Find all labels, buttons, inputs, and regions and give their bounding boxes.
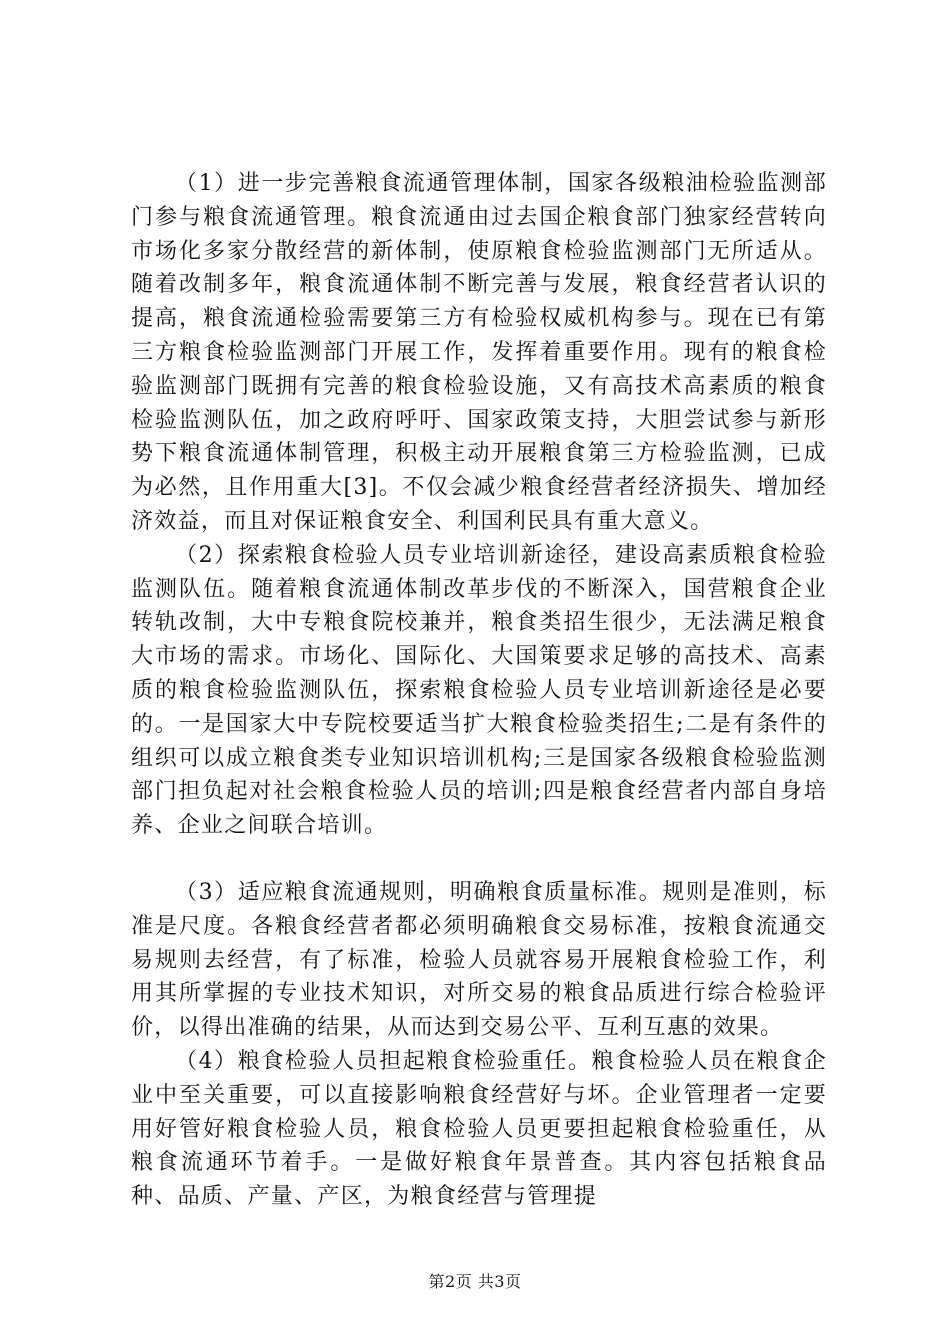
paragraph-2: （2）探索粮食检验人员专业培训新途径，建设高素质粮食检验监测队伍。随着粮食流通体制改革步伐的不断深入，国营粮食企业转轨改制，大中专粮食院校兼并，粮食类招生很少，无法满足粮食大市场的需求。市场化、国际化、大国策要求足够的高技术、高素质的粮食检验监测队伍，探索粮食检验人员专业培训新途径是必要的。一是国家大中专院校要适当扩大粮食检验类招生;二是有条件的组织可以成立粮食类专业知识培训机构;三是国家各级粮食检验监测部门担负起对社会粮食检验人员的培训;四是粮食经营者内部自身培养、企业之间联合培训。 [131, 542, 827, 839]
page-footer: 第2页 共3页 [428, 1272, 522, 1291]
document-body [131, 167, 827, 1214]
paragraph-1: （1）进一步完善粮食流通管理体制，国家各级粮油检验监测部门参与粮食流通管理。粮食流通由过去国企粮食部门独家经营转向市场化多家分散经营的新体制，使原粮食检验监测部门无所适从。随着改制多年，粮食流通体制不断完善与发展，粮食经营者认识的提高，粮食流通检验需要第三方有检验权威机构参与。现在已有第三方粮食检验监测部门开展工作，发挥着重要作用。现有的粮食检验监测部门既拥有完善的粮食检验设施，又有高技术高素质的粮食检验监测队伍，加之政府呼吁、国家政策支持，大胆尝试参与新形势下粮食流通体制管理，积极主动开展粮食第三方检验监测，已成为必然，且作用重大[3]。不仅会减少粮食经营者经济损失、增加经济效益，而且对保证粮食安全、利国利民具有重大意义。 [131, 171, 827, 534]
paragraph-4: （4）粮食检验人员担起粮食检验重任。粮食检验人员在粮食企业中至关重要，可以直接影响粮食经营好与坏。企业管理者一定要用好管好粮食检验人员，粮食检验人员更要担起粮食检验重任，从粮食流通环节着手。一是做好粮食年景普查。其内容包括粮食品种、品质、产量、产区，为粮食经营与管理提 [131, 1048, 827, 1210]
paragraph-3: （3）适应粮食流通规则，明确粮食质量标准。规则是准则，标准是尺度。各粮食经营者都必须明确粮食交易标准，按粮食流通交易规则去经营，有了标准，检验人员就容易开展粮食检验工作，利用其所掌握的专业技术知识，对所交易的粮食品质进行综合检验评价，以得出准确的结果，从而达到交易公平、互利互惠的效果。 [131, 879, 827, 1041]
